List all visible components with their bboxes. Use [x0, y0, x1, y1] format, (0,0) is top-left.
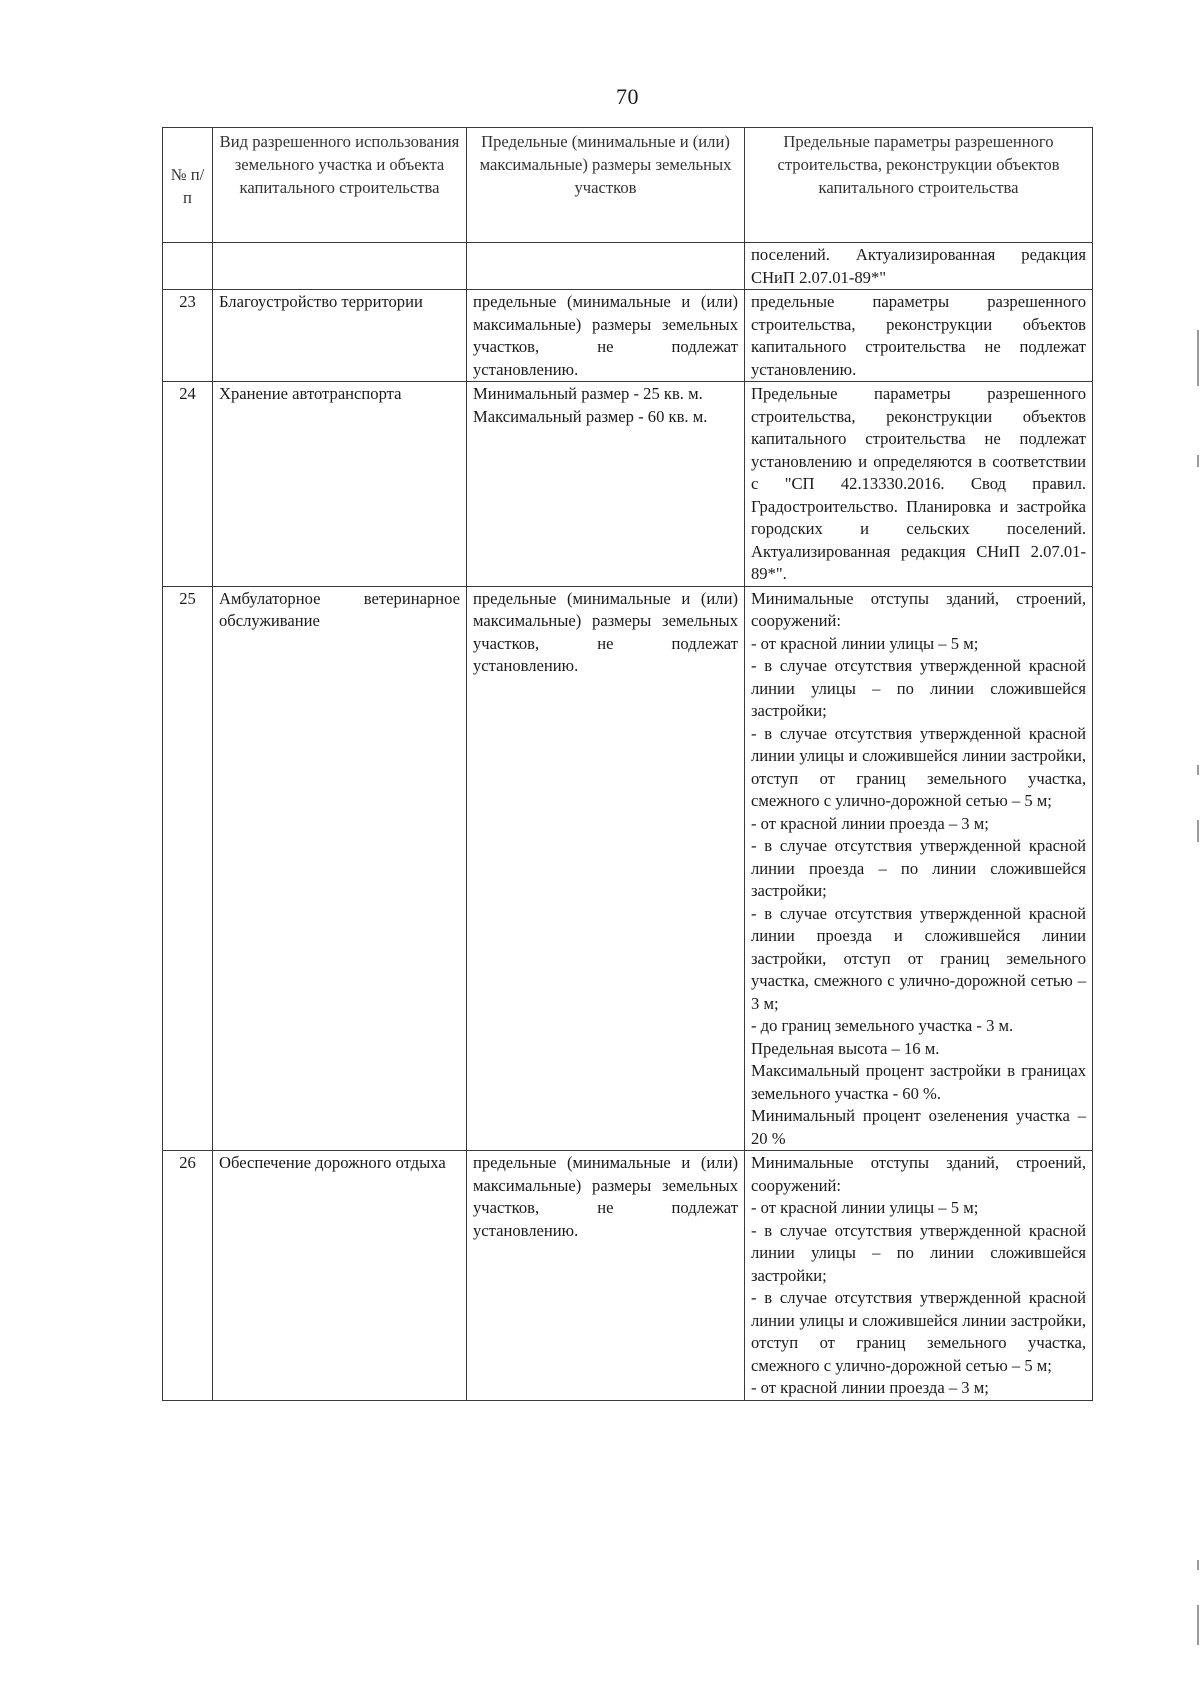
- parameter-line: - до границ земельного участка - 3 м.: [751, 1016, 1014, 1035]
- parameter-line: - в случае отсутствия утвержденной красной линии проезда и сложившейся линии застройки, отступ от границ земельного участка, смежного с улично-дорожной сетью – 3 м;: [751, 903, 1086, 1013]
- header-number: № п/п: [163, 128, 213, 243]
- parameter-line: - в случае отсутствия утвержденной красной линии улицы и сложившейся линии застройки, отступ от границ земельного участка, смежного с улично-дорожной сетью – 5 м;: [751, 1288, 1086, 1375]
- row-number: 24: [163, 382, 213, 587]
- parameter-line: - в случае отсутствия утвержденной красной линии улицы и сложившейся линии застройки, отступ от границ земельного участка, смежного с улично-дорожной сетью – 5 м;: [751, 723, 1086, 810]
- continuation-use-type: [213, 243, 467, 290]
- page-number: 70: [616, 84, 639, 109]
- parameter-line: - от красной линии улицы – 5 м;: [751, 1198, 979, 1217]
- continuation-plot-size: [467, 243, 745, 290]
- row-parameters: [745, 1151, 1093, 1401]
- row-parameters: [745, 290, 1093, 382]
- parameter-line: Предельная высота – 16 м.: [751, 1038, 940, 1058]
- row-use-type: Амбулаторное ветеринарное обслуживание: [213, 586, 467, 1151]
- header-plot-size: Предельные (минимальные и (или) максимальные) размеры земельных участков: [467, 128, 745, 243]
- continuation-number: [163, 243, 213, 290]
- plot-size-line: предельные (минимальные и (или) максимальные) размеры земельных участков, не подлежат установлению.: [473, 292, 738, 379]
- continuation-row: [163, 243, 1093, 290]
- plot-size-line: Минимальный размер - 25 кв. м.: [473, 384, 703, 403]
- row-plot-size: [467, 382, 745, 587]
- row-use-type: Обеспечение дорожного отдыха: [213, 1151, 467, 1401]
- parameter-line: Минимальные отступы зданий, строений, сооружений:: [751, 1153, 1086, 1195]
- row-number: 23: [163, 290, 213, 382]
- header-use-type: Вид разрешенного использования земельного участка и объекта капитального строительства: [213, 128, 467, 243]
- row-parameters: [745, 382, 1093, 587]
- table-row: [163, 1151, 1093, 1401]
- table-header-row: [163, 128, 1093, 243]
- row-use-type: Хранение автотранспорта: [213, 382, 467, 587]
- plot-size-line: предельные (минимальные и (или) максимальные) размеры земельных участков, не подлежат установлению.: [473, 588, 738, 675]
- parameter-line: - от красной линии проезда – 3 м;: [751, 813, 989, 833]
- row-parameters: [745, 586, 1093, 1151]
- regulations-table: [162, 127, 1093, 1401]
- parameter-line: Минимальный процент озеленения участка – 20 %: [751, 1106, 1086, 1148]
- parameter-line: - в случае отсутствия утвержденной красной линии улицы – по линии сложившейся застройки;: [751, 656, 1086, 720]
- row-plot-size: [467, 290, 745, 382]
- row-number: 25: [163, 586, 213, 1151]
- plot-size-line: Максимальный размер - 60 кв. м.: [473, 406, 708, 426]
- row-number: 26: [163, 1151, 213, 1401]
- table-body: [163, 243, 1093, 1401]
- row-plot-size: [467, 586, 745, 1151]
- table-row: [163, 586, 1093, 1151]
- continuation-parameters: поселений. Актуализированная редакция СНиП 2.07.01-89*": [745, 243, 1093, 290]
- table-row: [163, 290, 1093, 382]
- row-plot-size: [467, 1151, 745, 1401]
- header-parameters: Предельные параметры разрешенного строительства, реконструкции объектов капитального строительства: [745, 128, 1093, 243]
- parameter-line: Максимальный процент застройки в границах земельного участка - 60 %.: [751, 1061, 1086, 1103]
- table-row: [163, 382, 1093, 587]
- parameter-line: предельные параметры разрешенного строительства, реконструкции объектов капитального строительства не подлежат установлению.: [751, 292, 1086, 379]
- plot-size-line: предельные (минимальные и (или) максимальные) размеры земельных участков, не подлежат установлению.: [473, 1153, 738, 1240]
- parameter-line: - от красной линии улицы – 5 м;: [751, 633, 979, 653]
- parameter-line: Предельные параметры разрешенного строительства, реконструкции объектов капитального строительства не подлежат установлению и определяются в соответствии с "СП 42.13330.2016. Свод правил. Градостроительство. Планировка и застройка городских и сельских поселений. Актуализированная редакция СНиП 2.07.01-89*".: [751, 384, 1086, 583]
- parameter-line: Минимальные отступы зданий, строений, сооружений:: [751, 588, 1086, 630]
- parameter-line: - в случае отсутствия утвержденной красной линии проезда – по линии сложившейся застройки;: [751, 836, 1086, 900]
- parameter-line: - в случае отсутствия утвержденной красной линии улицы – по линии сложившейся застройки;: [751, 1220, 1086, 1285]
- row-use-type: Благоустройство территории: [213, 290, 467, 382]
- parameter-line: - от красной линии проезда – 3 м;: [751, 1378, 989, 1397]
